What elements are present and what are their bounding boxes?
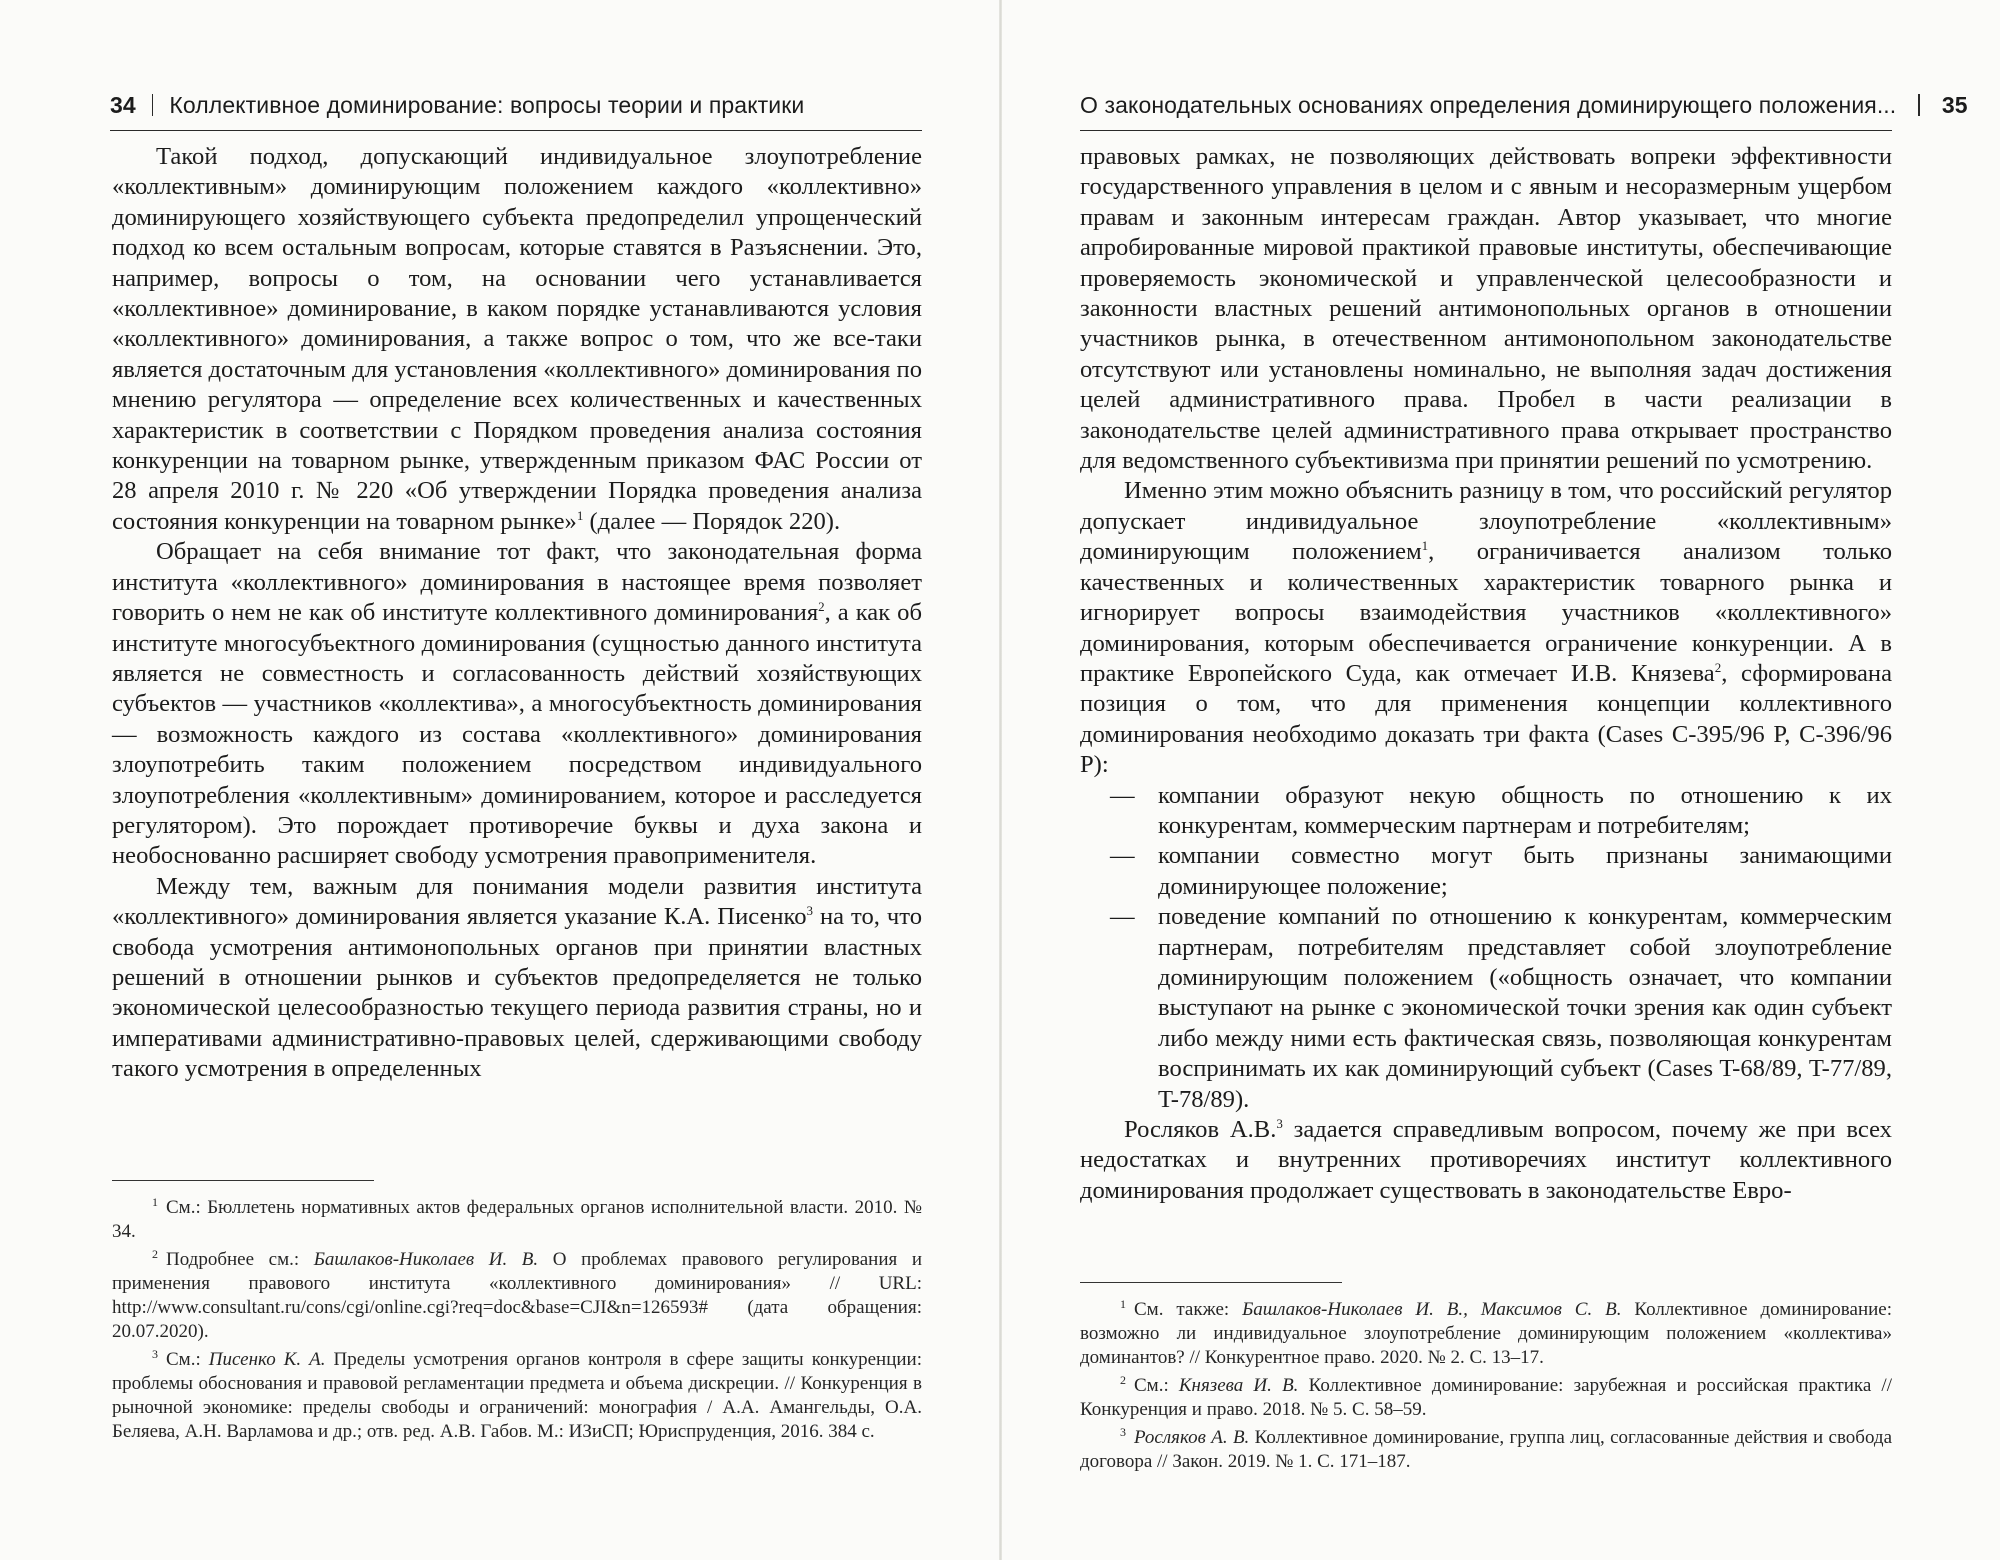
footnote-ref: 1 bbox=[1421, 538, 1429, 554]
left-body-text bbox=[112, 142, 922, 1085]
footnote-divider bbox=[1080, 1282, 1342, 1283]
footnote-mark: 2 bbox=[152, 1246, 158, 1261]
paragraph-text: (далее — Порядок 220). bbox=[583, 507, 841, 535]
footnote-author: Росляков А. В. bbox=[1134, 1427, 1250, 1448]
header-divider bbox=[1918, 94, 1920, 116]
footnote-ref: 3 bbox=[806, 902, 814, 918]
footnote-mark: 3 bbox=[1120, 1424, 1126, 1439]
footnote-text: Пределы усмотрения органов контроля в сфере защиты конкуренции: проблемы обоснования и правовой регламентации предмета и объема дискреции. // Конкуренция в рыночной экономике: пределы свободы и ограничений: монография / А.А. Амангельды, О.А. Беляева, А.Н. Варламова и др.; отв. ред. А.В. Габов. М.: ИЗиСП; Юриспруденция, 2016. 384 с. bbox=[112, 1349, 922, 1442]
header-divider bbox=[152, 94, 154, 116]
footnote-author: Башлаков-Николаев И. В., Максимов С. В. bbox=[1242, 1299, 1622, 1320]
footnote-divider bbox=[112, 1180, 374, 1181]
paragraph bbox=[112, 537, 922, 871]
paragraph-text: Росляков А.В. bbox=[1124, 1116, 1277, 1143]
paragraph-text: на то, что свобода усмотрения антимонопольных органов при принятии властных решений в отношении рынков и субъектов предопределяется не только экономической целесообразностью текущего периода развития страны, но и императивами административно-правовых целей, сдерживающими свободу такого усмотрения в определенных bbox=[112, 903, 922, 1083]
list-item bbox=[1080, 841, 1892, 902]
right-body-text bbox=[1080, 142, 1892, 1206]
paragraph-text: , сформирована позиция о том, что для применения концепции коллективного доминирования необходимо доказать три факта (Cases C-395/96 P, C-396/96 P): bbox=[1080, 659, 1892, 779]
paragraph-text: правовых рамках, не позволяющих действовать вопреки эффективности государственного управления в целом и с явным и несоразмерным ущербом правам и законным интересам граждан. Автор указывает, что многие апробированные мировой практикой правовые институты, обеспечивающие проверяемость экономической и управленческой целесообразности и законности властных решений антимонопольных органов в отношении участников рынка, в отечественном антимонопольном законодательстве отсутствуют или установлены номинально, не выполняя задач достижения целей административного права. Пробел в части реализации в законодательстве целей административного права открывает пространство для ведомственного субъективизма при принятии решений по усмотрению. bbox=[1080, 143, 1892, 475]
paragraph bbox=[1080, 142, 1892, 476]
paragraph bbox=[112, 872, 922, 1085]
paragraph-text: , а как об институте многосубъектного доминирования (сущностью данного института является не совместность и согласованность действий хозяйствующих субъектов — участников «коллектива», а многосубъектность доминирования — возможность каждого из состава «коллективного» доминирования злоупотребить таким положением посредством индивидуального злоупотребления «коллективным» доминированием, которое и расследуется регулятором). Это порождает противоречие буквы и духа закона и необоснованно расширяет свободу усмотрения правоприменителя. bbox=[112, 599, 922, 870]
footnote bbox=[1080, 1374, 1892, 1422]
right-running-head bbox=[1080, 92, 1968, 131]
paragraph-text: Между тем, важным для понимания модели развития института «коллективного» доминирования является указание К.А. Писенко bbox=[112, 872, 922, 931]
footnote-mark: 2 bbox=[1120, 1372, 1126, 1387]
footnote-prefix: Подробнее см.: bbox=[166, 1249, 314, 1270]
footnote-author: Князева И. В. bbox=[1178, 1375, 1299, 1396]
list-item-text: компании образуют некую общность по отношению к их конкурентам, коммерческим партнерам и потребителям; bbox=[1158, 781, 1892, 839]
left-page bbox=[0, 0, 999, 1560]
right-footnotes bbox=[1080, 1298, 1892, 1478]
paragraph-text: Обращает на себя внимание тот факт, что законодательная форма института «коллективного» доминирования в настоящее время позволяет говорить о нем не как об институте коллективного доминирования bbox=[112, 538, 922, 627]
list-item-text: компании совместно могут быть признаны занимающими доминирующее положение; bbox=[1158, 842, 1892, 900]
footnote bbox=[112, 1348, 922, 1444]
footnote-mark: 3 bbox=[152, 1346, 158, 1361]
footnote-ref: 3 bbox=[1276, 1115, 1283, 1131]
criteria-list bbox=[1080, 781, 1892, 1115]
dash-bullet: — bbox=[1110, 842, 1135, 870]
footnote-text: Коллективное доминирование: возможно ли индивидуальное злоупотребление доминирующим положением «коллектива» доминантов? // Конкурентное право. 2020. № 2. С. 13–17. bbox=[1080, 1299, 1892, 1368]
footnote-text: Коллективное доминирование: зарубежная и российская практика // Конкуренция и право. 2018. № 5. С. 58–59. bbox=[1080, 1375, 1892, 1420]
paragraph bbox=[1080, 476, 1892, 780]
dash-bullet: — bbox=[1110, 903, 1135, 931]
footnote-author: Башлаков-Николаев И. В. bbox=[313, 1249, 539, 1270]
dash-bullet: — bbox=[1110, 781, 1135, 809]
paragraph-text: задается справедливым вопросом, почему же при всех недостатках и внутренних противоречиях институт коллективного доминирования продолжает существовать в законодательстве Евро- bbox=[1080, 1116, 1892, 1204]
paragraph bbox=[112, 142, 922, 537]
footnote-mark: 1 bbox=[1120, 1296, 1126, 1311]
page-number: 34 bbox=[110, 92, 136, 118]
left-running-head bbox=[110, 92, 922, 131]
footnote-prefix: См.: bbox=[1134, 1375, 1179, 1396]
left-footnotes bbox=[112, 1196, 922, 1448]
paragraph-text: Именно этим можно объяснить разницу в том, что российский регулятор допускает индивидуальное злоупотребление «коллективным» доминирующим положением bbox=[1080, 477, 1892, 566]
list-item bbox=[1080, 781, 1892, 842]
list-item-text: поведение компаний по отношению к конкурентам, коммерческим партнерам, потребителям представляет собой злоупотребление доминирующим положением («общность означает, что компании выступают на рынке с экономической точки зрения как один субъект либо между ними есть фактическая связь, позволяющая конкурентам воспринимать их как доминирующий субъект (Cases T-68/89, T-77/89, T-78/89). bbox=[1158, 903, 1892, 1113]
right-page bbox=[1002, 0, 2000, 1560]
list-item bbox=[1080, 902, 1892, 1115]
footnote-author: Писенко К. А. bbox=[208, 1349, 326, 1370]
footnote-prefix: См.: bbox=[166, 1349, 209, 1370]
footnote-mark: 1 bbox=[152, 1194, 158, 1209]
paragraph bbox=[1080, 1115, 1892, 1206]
footnote-text: О проблемах правового регулирования и применения правового института «коллективного доминирования» // URL: http://www.consultant.ru/cons/cgi/online.cgi?req=doc&base=CJI&n=126593# (дата обращения: 20.07.2020). bbox=[112, 1249, 922, 1342]
footnote bbox=[112, 1248, 922, 1344]
paragraph-text: Такой подход, допускающий индивидуальное злоупотребление «коллективным» доминирующим положением каждого «коллективно» доминирующего хозяйствующего субъекта предопределил упрощенческий подход ко всем остальным вопросам, которые ставятся в Разъяснении. Это, например, вопросы о том, на основании чего устанавливается «коллективное» доминирование, в каком порядке устанавливаются условия «коллективного» доминирования, а также вопрос о том, что же все-таки является достаточным для установления «коллективного» доминирования по мнению регулятора — определение всех количественных и качественных характеристик в соответствии с Порядком проведения анализа состояния конкуренции на товарном рынке, утвержденным приказом ФАС России от 28 апреля 2010 г. № 220 «Об утверждении Порядка проведения анализа состояния конкуренции на товарном рынке» bbox=[112, 143, 922, 535]
running-title: Коллективное доминирование: вопросы теории и практики bbox=[169, 92, 805, 118]
footnote-text: Коллективное доминирование, группа лиц, согласованные действия и свобода договора // Закон. 2019. № 1. С. 171–187. bbox=[1080, 1427, 1893, 1472]
footnote-text: См.: Бюллетень нормативных актов федеральных органов исполнительной власти. 2010. № 34. bbox=[112, 1197, 922, 1242]
running-title: О законодательных основаниях определения доминирующего положения... bbox=[1080, 92, 1897, 118]
paragraph-text: , ограничивается анализом только качественных и количественных характеристик товарного рынка и игнорирует вопросы взаимодействия участников «коллективного» доминирования, которым обеспечивается ограничение конкуренции. А в практике Европейского Суда, как отмечает И.В. Князева bbox=[1080, 538, 1892, 687]
footnote-ref: 2 bbox=[818, 598, 825, 614]
page-number: 35 bbox=[1941, 92, 1968, 118]
footnote-ref: 1 bbox=[576, 507, 584, 523]
footnote-prefix: См. также: bbox=[1134, 1299, 1243, 1320]
footnote bbox=[1080, 1426, 1892, 1474]
footnote bbox=[112, 1196, 922, 1244]
footnote bbox=[1080, 1298, 1892, 1370]
footnote-ref: 2 bbox=[1714, 659, 1722, 675]
